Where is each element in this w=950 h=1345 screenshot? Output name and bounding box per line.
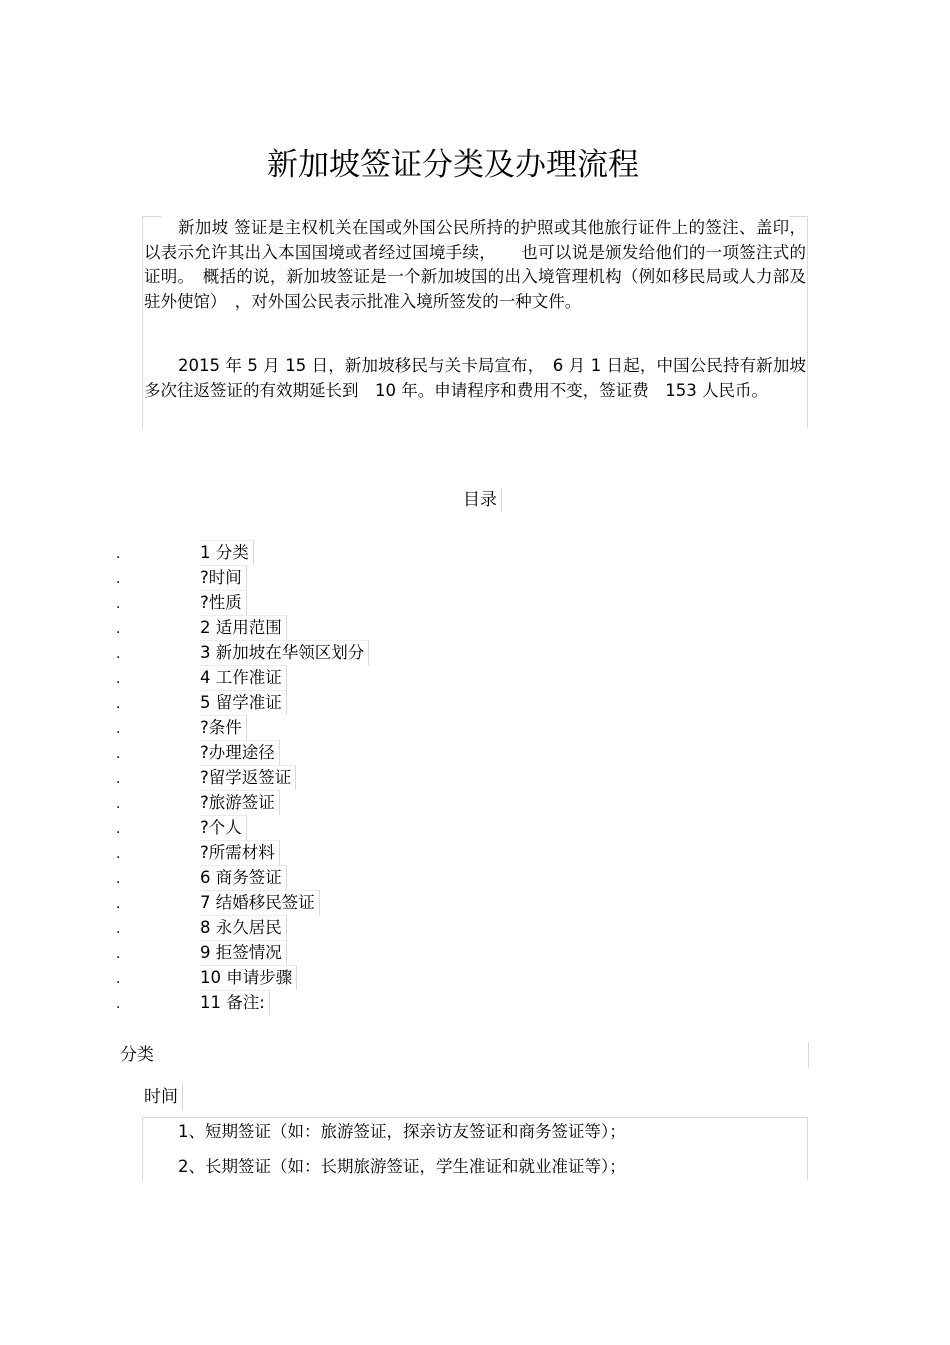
toc-item-label[interactable]: ?时间 — [200, 565, 247, 590]
toc-item-label[interactable]: 11 备注: — [200, 990, 270, 1015]
toc-item[interactable] — [0, 690, 950, 715]
toc-bullet: . — [116, 721, 121, 737]
toc-item[interactable] — [0, 590, 950, 615]
toc-bullet: . — [116, 996, 121, 1012]
toc-bullet: . — [116, 821, 121, 837]
toc-item[interactable] — [0, 640, 950, 665]
announcement-paragraph: 2015 年 5 月 15 日，新加坡移民与关卡局宣布， 6 月 1 日起，中国公民持有新加坡多次往返签证的有效期延长到 10 年。申请程序和费用不变，签证费 153 人民币。 — [144, 356, 806, 400]
toc-item[interactable] — [0, 565, 950, 590]
toc-item[interactable] — [0, 665, 950, 690]
toc-item[interactable] — [0, 940, 950, 965]
toc-item[interactable] — [0, 915, 950, 940]
table-of-contents — [0, 540, 950, 1015]
toc-item-label[interactable]: ?旅游签证 — [200, 790, 280, 815]
toc-item-label[interactable]: ?留学返签证 — [200, 765, 296, 790]
toc-item-label[interactable]: 7 结婚移民签证 — [200, 890, 320, 915]
toc-bullet: . — [116, 971, 121, 987]
toc-bullet: . — [116, 596, 121, 612]
toc-item[interactable] — [0, 765, 950, 790]
toc-bullet: . — [116, 646, 121, 662]
toc-title: 目录 — [463, 488, 502, 512]
toc-bullet: . — [116, 546, 121, 562]
toc-item[interactable] — [0, 715, 950, 740]
toc-bullet: . — [116, 896, 121, 912]
toc-item[interactable] — [0, 790, 950, 815]
toc-item[interactable] — [0, 990, 950, 1015]
toc-bullet: . — [116, 696, 121, 712]
toc-item-label[interactable]: ?性质 — [200, 590, 247, 615]
toc-item-label[interactable]: 3 新加坡在华领区划分 — [200, 640, 369, 665]
toc-item-label[interactable]: 10 申请步骤 — [200, 965, 297, 990]
toc-item-label[interactable]: ?个人 — [200, 815, 247, 840]
toc-bullet: . — [116, 771, 121, 787]
toc-item[interactable] — [0, 815, 950, 840]
toc-item-label[interactable]: 2 适用范围 — [200, 615, 287, 640]
toc-bullet: . — [116, 671, 121, 687]
toc-bullet: . — [116, 621, 121, 637]
toc-item-label[interactable]: 5 留学准证 — [200, 690, 287, 715]
toc-item-label[interactable]: ?办理途径 — [200, 740, 280, 765]
toc-bullet: . — [116, 871, 121, 887]
toc-bullet: . — [116, 571, 121, 587]
toc-item[interactable] — [0, 890, 950, 915]
toc-bullet: . — [116, 946, 121, 962]
toc-item-label[interactable]: 1 分类 — [200, 540, 254, 565]
toc-bullet: . — [116, 846, 121, 862]
toc-bullet: . — [116, 921, 121, 937]
toc-item[interactable] — [0, 740, 950, 765]
toc-item-label[interactable]: ?所需材料 — [200, 840, 280, 865]
toc-bullet: . — [116, 796, 121, 812]
subsection-heading: 时间 — [144, 1084, 183, 1110]
toc-item-label[interactable]: 6 商务签证 — [200, 865, 287, 890]
document-title: 新加坡签证分类及办理流程 — [267, 146, 639, 183]
toc-item-label[interactable]: ?条件 — [200, 715, 247, 740]
toc-item[interactable] — [0, 840, 950, 865]
toc-bullet: . — [116, 746, 121, 762]
toc-item-label[interactable]: 4 工作准证 — [200, 665, 287, 690]
toc-item[interactable] — [0, 540, 950, 565]
list-item: 1、短期签证（如：旅游签证，探亲访友签证和商务签证等）； — [178, 1122, 626, 1141]
toc-item-label[interactable]: 9 拒签情况 — [200, 940, 287, 965]
section-heading: 分类 — [120, 1042, 809, 1068]
toc-item-label[interactable]: 8 永久居民 — [200, 915, 287, 940]
intro-paragraph: 新加坡 签证是主权机关在国或外国公民所持的护照或其他旅行证件上的签注、盖印，以表示允许其出入本国国境或者经过国境手续， 也可以说是颁发给他们的一项签注式的证明。 概括的说，新加坡签证是一个新加坡国的出入境管理机构（例如移民局或人力部及驻外使馆） ，对外国公民表示批准入境所签发的一种文件。 — [144, 218, 806, 311]
toc-item[interactable] — [0, 615, 950, 640]
toc-item[interactable] — [0, 865, 950, 890]
list-item: 2、长期签证（如：长期旅游签证，学生准证和就业准证等）； — [178, 1157, 626, 1176]
toc-item[interactable] — [0, 965, 950, 990]
